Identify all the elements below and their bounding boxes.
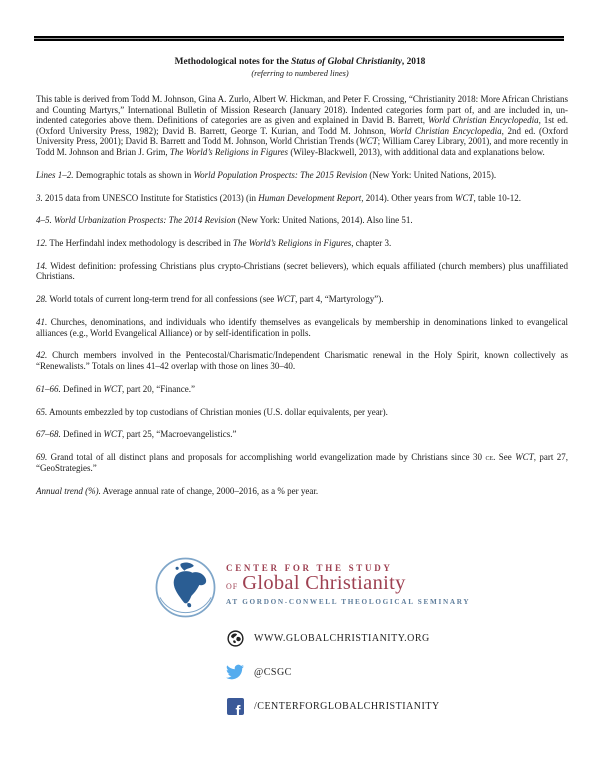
paragraph: [36, 350, 568, 371]
website-link-label: WWW.GLOBALCHRISTIANITY.ORG: [254, 632, 430, 644]
page-title: [0, 57, 600, 68]
website-link[interactable]: [226, 629, 440, 647]
text-segment: Lines 1–2.: [36, 169, 74, 180]
text-segment: This table is derived from Todd M. Johnson, Gina A. Zurlo, Albert W. Hickman, and Peter F. Crossing, “Christianity 2018: More African Christians and Counting Martyrs,” International Bulletin of Mission Research (January 2018). Indented categories form part of, and are included in, un-indented categories above them. Definitions of categories are as given and explained in David B. Barrett,: [36, 94, 568, 126]
text-segment: Annual trend (%).: [36, 485, 101, 496]
text-segment: 41.: [36, 317, 48, 328]
text-segment: . See: [493, 452, 516, 463]
text-segment: , part 27, “GeoStrategies.”: [36, 452, 569, 473]
top-horizontal-rule: [34, 36, 564, 41]
text-segment: Amounts embezzled by top custodians of Christian monies (U.S. dollar equivalents, per year).: [47, 406, 388, 417]
text-segment: ce: [485, 452, 494, 463]
text-segment: ; William Carey Library, 2001), and more recently in Todd M. Johnson and Brian J. Grim,: [36, 136, 569, 157]
logo-line2-of: of: [226, 578, 239, 592]
text-segment: WCT: [454, 192, 474, 203]
logo-line2-main: Global Christianity: [242, 572, 406, 594]
text-segment: Churches, denominations, and individuals who identify themselves as evangelicals by membership in denominations linked to evangelical alliances (e.g., World Evangelical Alliance) or by self-identification in polls.: [36, 317, 568, 338]
text-segment: , chapter 3.: [351, 238, 392, 249]
text-segment: WCT: [103, 429, 123, 440]
paragraph: [36, 452, 568, 473]
text-segment: Human Development Report: [258, 192, 362, 203]
text-segment: Demographic totals as shown in: [73, 169, 194, 180]
logo-line3: AT GORDON-CONWELL THEOLOGICAL SEMINARY: [226, 598, 471, 606]
paragraph: [36, 486, 568, 497]
text-segment: The World’s Religions in Figures: [233, 238, 352, 249]
paragraph: [36, 215, 568, 226]
text-segment: 2015 data from UNESCO Institute for Statistics (2013) (in: [42, 192, 259, 203]
text-segment: Defined in: [60, 429, 104, 440]
twitter-link[interactable]: [226, 663, 440, 681]
text-segment: (New York: United Nations, 2014). Also line 51.: [235, 215, 413, 226]
text-segment: (New York: United Nations, 2015).: [367, 169, 497, 180]
text-segment: World Christian Encyclopedia: [427, 115, 539, 126]
text-segment: The Herfindahl index methodology is described in: [47, 238, 234, 249]
paragraph: [36, 407, 568, 418]
text-segment: 69.: [36, 452, 48, 463]
text-segment: , part 20, “Finance.”: [122, 383, 195, 394]
text-segment: 61–66.: [36, 383, 61, 394]
paragraph: [36, 170, 568, 181]
logo-line2: [226, 572, 470, 595]
text-segment: , 2014). Other years from: [361, 192, 455, 203]
text-segment: World Population Prospects: The 2015 Revision: [193, 169, 368, 180]
logo-text: [226, 556, 470, 606]
paragraph: [36, 193, 568, 204]
logo-line1: CENTER FOR THE STUDY: [226, 563, 393, 573]
text-segment: Defined in: [60, 383, 104, 394]
text-segment: , part 4, “Martyrology”).: [295, 294, 384, 305]
text-segment: Widest definition: professing Christians plus crypto-Christians (secret believers), which equals affiliated (church members) plus unaffiliated Christians.: [36, 260, 568, 282]
text-segment: 3.: [36, 192, 43, 203]
text-segment: Methodological notes for the: [174, 57, 292, 67]
text-segment: WCT: [515, 452, 534, 463]
text-segment: , 2018: [401, 57, 426, 67]
paragraph: [36, 94, 568, 158]
text-segment: 67–68.: [36, 429, 61, 440]
text-segment: 65.: [36, 406, 48, 417]
text-segment: , 2nd ed. (Oxford University Press, 2001); David B. Barrett and Todd M. Johnson, World Christian Trends (: [36, 125, 568, 147]
text-segment: , part 25, “Macroevangelistics.”: [122, 429, 237, 440]
facebook-link[interactable]: [226, 697, 440, 715]
text-segment: 28.: [36, 294, 48, 305]
text-segment: Church members involved in the Pentecostal/Charismatic/Independent Charismatic renewal in the Holy Spirit, known collectively as “Renewalists.” Totals on lines 41–42 overlap with those on lines 30–40.: [36, 350, 568, 371]
text-segment: WCT: [359, 136, 378, 147]
globe-logo-icon: [154, 556, 217, 619]
text-segment: World Christian Encyclopedia: [389, 125, 502, 136]
title-block: [0, 57, 600, 79]
paragraph: [36, 317, 568, 338]
page-subtitle: (referring to numbered lines): [251, 69, 349, 78]
text-segment: 14.: [36, 260, 48, 271]
text-segment: Status of Global Christianity: [291, 57, 402, 67]
text-segment: (Wiley-Blackwell, 2013), with additional data and explanations below.: [288, 146, 545, 157]
paragraph: [36, 384, 568, 395]
twitter-icon: [226, 663, 244, 681]
facebook-link-label: /CENTERFORGLOBALCHRISTIANITY: [254, 700, 440, 712]
text-segment: WCT: [103, 383, 123, 394]
paragraph: [36, 261, 568, 282]
text-segment: World totals of current long-term trend for all confessions (see: [47, 294, 277, 305]
paragraph: [36, 294, 568, 305]
text-segment: World Urbanization Prospects: The 2014 Revision: [54, 215, 236, 226]
csgc-logo: [154, 556, 470, 619]
paragraph: [36, 429, 568, 440]
paragraph: [36, 238, 568, 249]
text-segment: 4–5.: [36, 215, 52, 226]
text-segment: , 1st ed. (Oxford University Press, 1982); David B. Barrett, George T. Kurian, and Todd M. Johnson,: [36, 115, 568, 136]
text-segment: Average annual rate of change, 2000–2016, as a % per year.: [100, 485, 319, 496]
text-segment: 12.: [36, 238, 48, 249]
facebook-icon: f: [226, 697, 244, 715]
text-segment: WCT: [276, 294, 296, 305]
globe-icon: [226, 629, 244, 647]
text-segment: Grand total of all distinct plans and proposals for accomplishing world evangelization made by Christians since 30: [47, 452, 486, 463]
social-links: [226, 629, 440, 731]
twitter-link-label: @CSGC: [254, 666, 292, 678]
text-segment: 42.: [36, 350, 48, 361]
text-segment: , table 10-12.: [473, 192, 521, 203]
text-segment: The World’s Religions in Figures: [169, 146, 289, 157]
paragraphs: [36, 94, 568, 508]
